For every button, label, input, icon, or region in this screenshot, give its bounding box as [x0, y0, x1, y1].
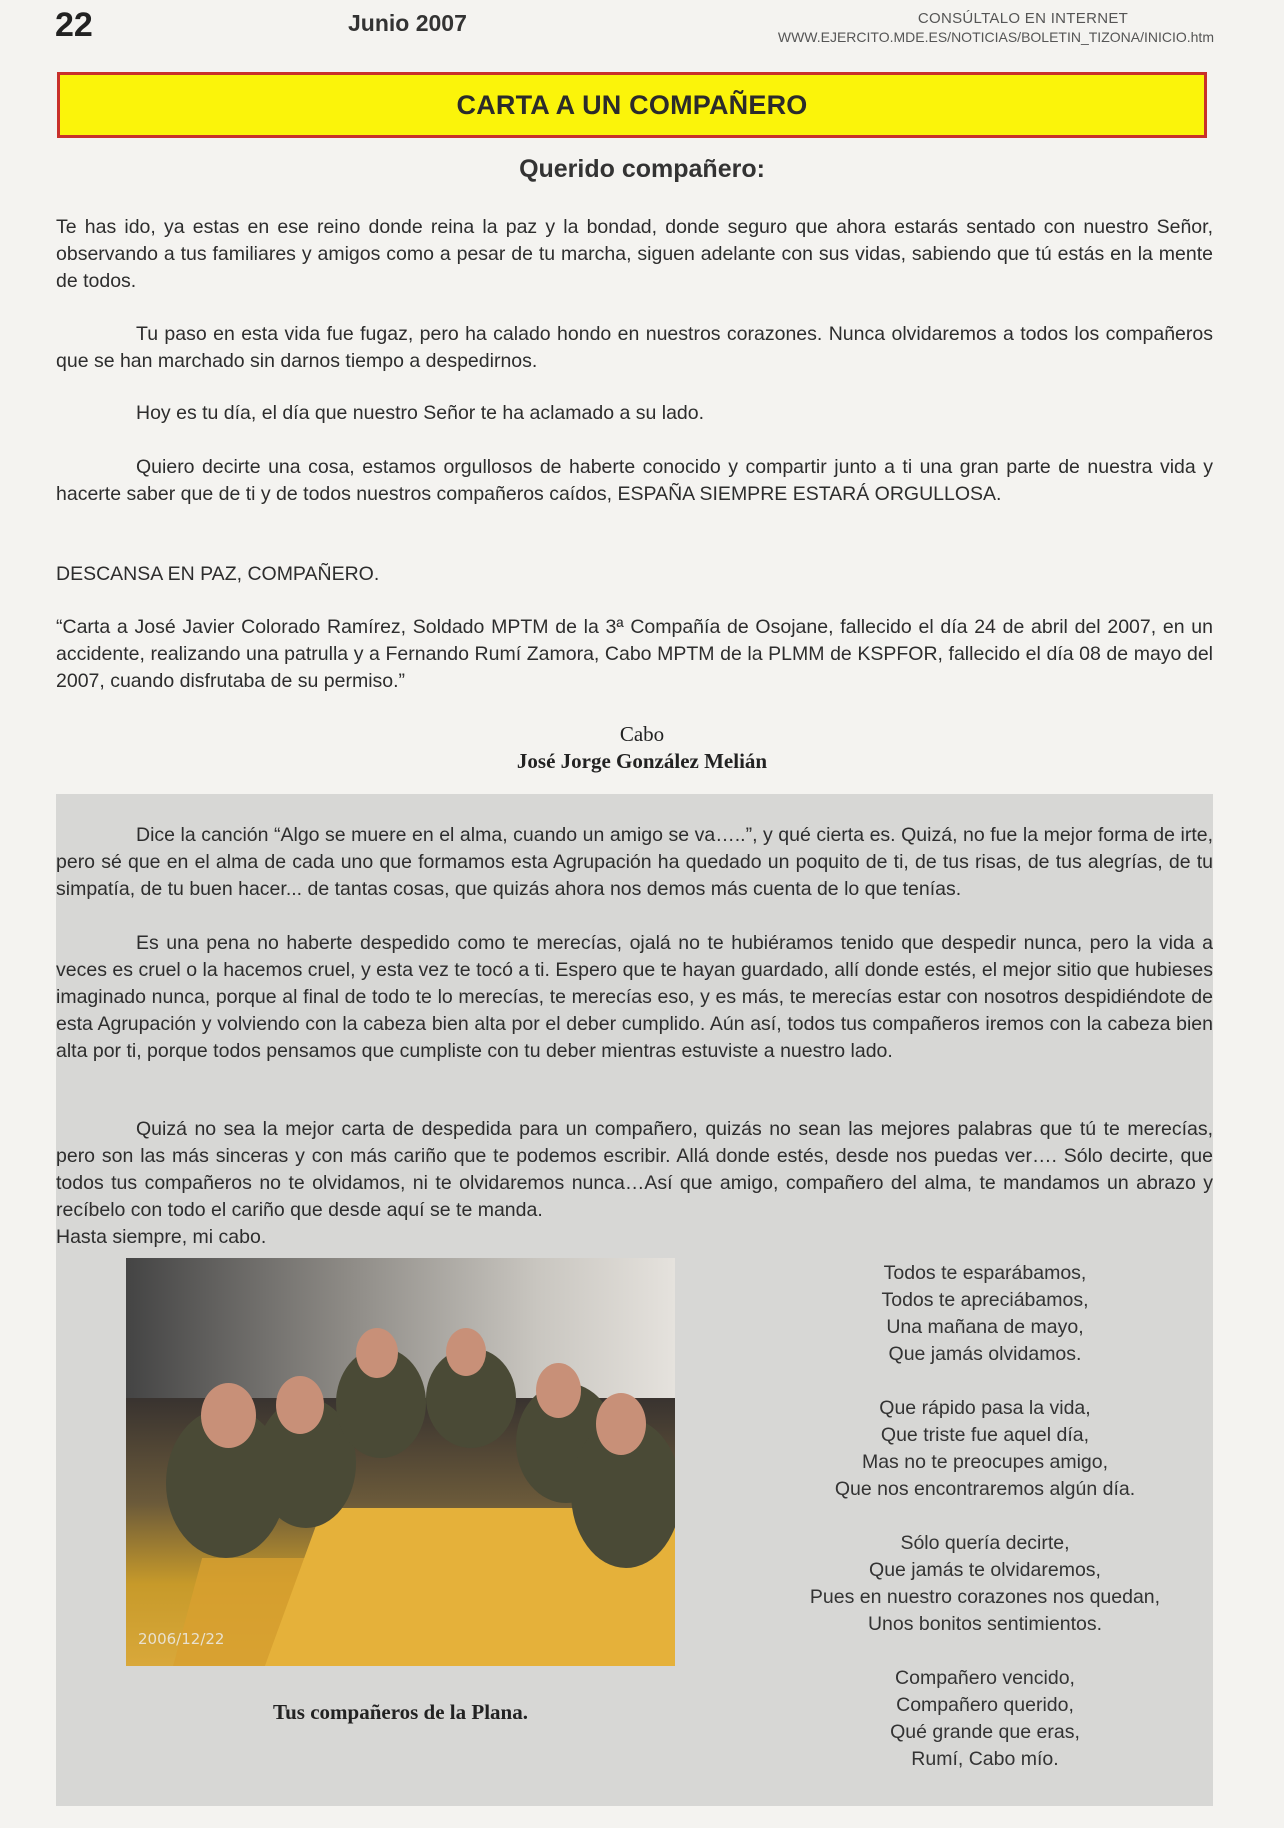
poem-line: Una mañana de mayo,	[886, 1316, 1084, 1338]
salutation: Querido compañero:	[519, 155, 765, 183]
poem-line: Que rápido pasa la vida,	[879, 1397, 1091, 1419]
letter-paragraph-1: Te has ido, ya estas en ese reino donde reina la paz y la bondad, donde seguro que ahora estarás sentado con nuestro Señor, observando a tus familiares y amigos como a pesar de tu marcha, siguen adelante con sus vidas, sabiendo que tú estás en la mente de todos.	[56, 216, 1213, 292]
photo-caption: Tus compañeros de la Plana.	[273, 1700, 528, 1724]
poem-stanza	[790, 1665, 1180, 1773]
tribute-paragraph-2: Es una pena no haberte despedido como te merecías, ojalá no te hubiéramos tenido que despedir nunca, pero la vida a veces es cruel o la hacemos cruel, y esta vez te tocó a ti. Espero que te hayan guardado, allí donde estés, el mejor sitio que hubieses imaginado nunca, porque al final de todo te lo merecías, te merecías eso, y es más, te merecías estar con nosotros despidiéndote de esta Agrupación y volviendo con la cabeza bien alta por el deber cumplido. Aún así, todos tus compañeros iremos con la cabeza bien alta por ti, porque todos pensamos que cumpliste con tu deber mientras estuviste a nuestro lado.	[56, 932, 1213, 1062]
poem	[790, 1260, 1180, 1800]
poem-line: Que jamás olvidamos.	[888, 1343, 1082, 1365]
poem-stanza	[790, 1395, 1180, 1503]
poem-line: Todos te apreciábamos,	[881, 1289, 1089, 1311]
letter-paragraph-4: Quiero decirte una cosa, estamos orgullosos de haberte conocido y compartir junto a ti una gran parte de nuestra vida y hacerte saber que de ti y de todos nuestros compañeros caídos, ESPAÑA SIEMPRE ESTARÁ ORGULLOSA.	[56, 456, 1213, 505]
poem-line: Sólo quería decirte,	[900, 1532, 1070, 1554]
letter-paragraph-5: DESCANSA EN PAZ, COMPAÑERO.	[56, 563, 380, 585]
poem-line: Rumí, Cabo mío.	[911, 1748, 1059, 1770]
issue-date: Junio 2007	[348, 10, 467, 36]
poem-line: Unos bonitos sentimientos.	[867, 1613, 1103, 1635]
poem-stanza	[790, 1260, 1180, 1368]
web-note	[778, 10, 1214, 45]
poem-line: Que nos encontraremos algún día.	[834, 1478, 1136, 1500]
title-banner: CARTA A UN COMPAÑERO	[57, 72, 1207, 138]
tribute-paragraph-1: Dice la canción “Algo se muere en el alma, cuando un amigo se va…..”, y qué cierta es. Quizá, no fue la mejor forma de irte, pero sé que en el alma de cada uno que formamos esta Agrupación ha quedado un poquito de ti, de tus risas, de tus alegrías, de tu simpatía, de tu buen hacer... de tantas cosas, que quizás ahora nos demos más cuenta de lo que tenías.	[56, 824, 1213, 900]
poem-line: Todos te esparábamos,	[883, 1262, 1087, 1284]
letter-paragraph-6: “Carta a José Javier Colorado Ramírez, Soldado MPTM de la 3ª Compañía de Osojane, fallecido el día 24 de abril del 2007, en un accidente, realizando una patrulla y a Fernando Rumí Zamora, Cabo MPTM de la PLMM de KSPFOR, fallecido el día 08 de mayo del 2007, cuando disfrutaba de su permiso.”	[56, 616, 1213, 692]
photo-date-stamp: 2006/12/22	[138, 1630, 225, 1648]
web-note-heading: CONSÚLTALO EN INTERNET	[917, 10, 1129, 27]
tribute-paragraph-3: Quizá no sea la mejor carta de despedida para un compañero, quizás no sean las mejores palabras que tú te merecías, pero son las más sinceras y con más cariño que te podemos escribir. Allá donde estés, desde nos puedas ver…. Sólo decirte, que todos tus compañeros no te olvidamos, ni te olvidaremos nunca…Así que amigo, compañero del alma, te mandamos un abrazo y recíbelo con todo el cariño que desde aquí se te manda.	[56, 1118, 1213, 1221]
tribute-paragraph-4: Hasta siempre, mi cabo.	[56, 1226, 267, 1248]
poem-stanza	[790, 1530, 1180, 1638]
poem-line: Que triste fue aquel día,	[880, 1424, 1090, 1446]
page-number: 22	[55, 6, 93, 44]
poem-line: Qué grande que eras,	[890, 1721, 1080, 1743]
poem-line: Mas no te preocupes amigo,	[861, 1451, 1109, 1473]
signature-name: José Jorge González Melián	[516, 749, 768, 773]
poem-line: Compañero querido,	[896, 1694, 1074, 1716]
letter-paragraph-2: Tu paso en esta vida fue fugaz, pero ha calado hondo en nuestros corazones. Nunca olvidaremos a todos los compañeros que se han marchado sin darnos tiempo a despedirnos.	[56, 323, 1213, 372]
poem-line: Pues en nuestro corazones nos quedan,	[809, 1586, 1161, 1608]
signature-rank: Cabo	[619, 722, 665, 746]
letter-paragraph-3: Hoy es tu día, el día que nuestro Señor te ha aclamado a su lado.	[136, 402, 705, 424]
web-url[interactable]: WWW.EJERCITO.MDE.ES/NOTICIAS/BOLETIN_TIZONA/INICIO.htm	[777, 29, 1214, 45]
poem-line: Que jamás te olvidaremos,	[869, 1559, 1101, 1581]
group-photo	[126, 1258, 675, 1666]
poem-line: Compañero vencido,	[895, 1667, 1075, 1689]
